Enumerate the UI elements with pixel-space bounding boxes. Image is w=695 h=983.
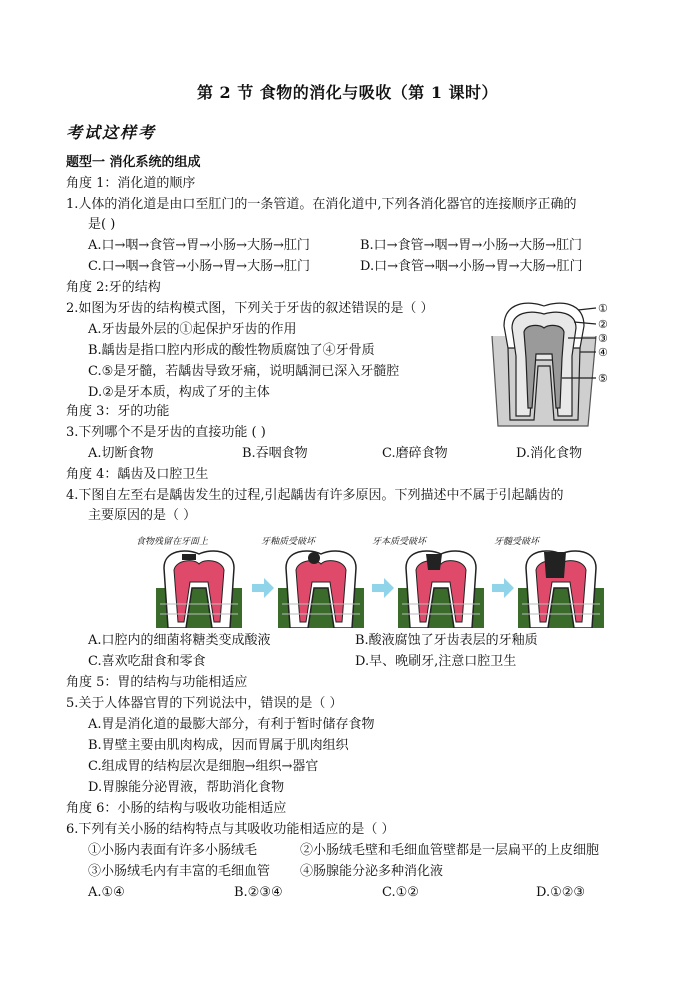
- angle-heading: 角度 5：胃的结构与功能相适应: [66, 675, 248, 690]
- caries-process-diagram: [136, 534, 616, 630]
- option-a: A.①④: [88, 885, 125, 900]
- label-3: ③: [598, 332, 608, 345]
- tooth-stage-1: [156, 551, 242, 628]
- question-stem: 1.人体的消化道是由口至肛门的一条管道。在消化道中,下列各消化器官的连接顺序正确的: [66, 197, 577, 212]
- option-c: C.组成胃的结构层次是细胞→组织→器官: [88, 759, 319, 774]
- angle-heading: 角度 4：龋齿及口腔卫生: [66, 467, 209, 482]
- option-b: B.②③④: [234, 885, 283, 900]
- statement-1: ①小肠内表面有许多小肠绒毛: [88, 843, 258, 858]
- question-stem-cont: 主要原因的是（ ）: [88, 508, 197, 523]
- tooth-stage-2: [278, 551, 364, 628]
- statement-2: ②小肠绒毛壁和毛细血管壁都是一层扁平的上皮细胞: [300, 843, 600, 858]
- label-2: ②: [598, 318, 608, 331]
- question-stem: 6.下列有关小肠的结构特点与其吸收功能相适应的是（ ）: [66, 822, 395, 837]
- option-b: B.龋齿是指口腔内形成的酸性物质腐蚀了④牙骨质: [88, 343, 375, 358]
- option-c: C.喜欢吃甜食和零食: [88, 654, 206, 669]
- tooth-structure-diagram: [488, 296, 628, 428]
- option-d: D.①②③: [536, 885, 586, 900]
- tooth-stage-4: [518, 551, 604, 628]
- option-c: C.口→咽→食管→小肠→胃→大肠→肛门: [88, 259, 310, 274]
- caption-1: 食物残留在牙面上: [136, 537, 209, 547]
- option-a: A.胃是消化道的最膨大部分，有利于暂时储存食物: [88, 717, 375, 732]
- option-c: C.①②: [382, 885, 419, 900]
- label-4: ④: [598, 346, 608, 359]
- angle-heading: 角度 2:牙的结构: [66, 280, 161, 295]
- option-d: D.消化食物: [516, 446, 583, 461]
- option-a: A.切断食物: [88, 446, 154, 461]
- option-a: A.口腔内的细菌将糖类变成酸液: [88, 633, 271, 648]
- label-5: ⑤: [598, 372, 608, 385]
- arrow-1: [252, 578, 274, 598]
- option-b: B.胃壁主要由肌肉构成，因而胃属于肌肉组织: [88, 738, 349, 753]
- caption-4: 牙髓受破坏: [494, 537, 540, 547]
- option-a: A.口→咽→食管→胃→小肠→大肠→肛门: [88, 238, 310, 253]
- question-stem: 2.如图为牙齿的结构模式图，下列关于牙齿的叙述错误的是（ ）: [66, 301, 434, 316]
- caption-2: 牙釉质受破坏: [261, 537, 316, 547]
- option-c: C.⑤是牙髓，若龋齿导致牙痛，说明龋洞已深入牙髓腔: [88, 364, 400, 379]
- option-d: D.②是牙本质，构成了牙的主体: [88, 385, 270, 400]
- question-stem: 5.关于人体器官胃的下列说法中，错误的是（ ）: [66, 696, 343, 711]
- arrow-2: [372, 578, 394, 598]
- angle-heading: 角度 6：小肠的结构与吸收功能相适应: [66, 801, 287, 816]
- statement-3: ③小肠绒毛内有丰富的毛细血管: [88, 864, 271, 879]
- option-c: C.磨碎食物: [382, 446, 448, 461]
- option-d: D.早、晚刷牙,注意口腔卫生: [355, 654, 517, 669]
- option-b: B.吞咽食物: [242, 446, 308, 461]
- caption-3: 牙本质受破坏: [372, 537, 427, 547]
- angle-heading: 角度 1：消化道的顺序: [66, 176, 196, 191]
- option-a: A.牙齿最外层的①起保护牙齿的作用: [88, 322, 297, 337]
- option-d: D.胃腺能分泌胃液，帮助消化食物: [88, 780, 285, 795]
- tooth-stage-3: [398, 551, 484, 628]
- angle-heading: 角度 3：牙的功能: [66, 404, 170, 419]
- option-d: D.口→食管→咽→小肠→胃→大肠→肛门: [360, 259, 583, 274]
- question-stem: 3.下列哪个不是牙齿的直接功能 ( ): [66, 425, 266, 440]
- section-heading: 考试这样考: [66, 123, 157, 142]
- question-stem: 4.下图自左至右是龋齿发生的过程,引起龋齿有许多原因。下列描述中不属于引起龋齿的: [66, 488, 564, 503]
- label-1: ①: [598, 302, 608, 315]
- option-b: B.酸液腐蚀了牙齿表层的牙釉质: [355, 633, 538, 648]
- option-b: B.口→食管→咽→胃→小肠→大肠→肛门: [360, 238, 583, 253]
- arrow-3: [492, 578, 514, 598]
- statement-4: ④肠腺能分泌多种消化液: [300, 864, 444, 879]
- question-stem-cont: 是( ): [88, 217, 116, 232]
- question-type-heading: 题型一 消化系统的组成: [66, 155, 201, 170]
- page-title: 第 2 节 食物的消化与吸收（第 1 课时）: [196, 83, 499, 102]
